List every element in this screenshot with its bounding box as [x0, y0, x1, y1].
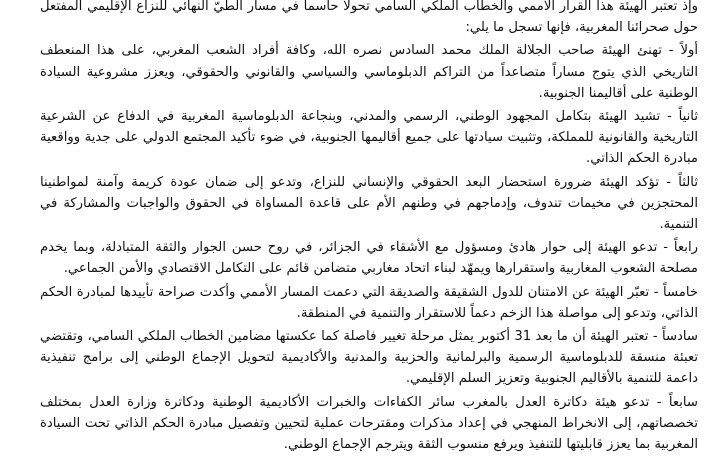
- paragraph-third: ثالثاً - تؤكد الهيئة ضرورة استحضار البعد الحقوقي والإنساني للنزاع، وتدعو إلى ضمان عودة كريمة وآمنة لمواطنينا المحتجزين في مخيمات تندوف، وإدماجهم في وطنهم الأم على قاعدة المساواة في الحقوق والواجبات والمشاركة في التنمية.: [40, 174, 698, 233]
- paragraph-first: أولاً - تهنئ الهيئة صاحب الجلالة الملك محمد السادس نصره الله، وكافة أفراد الشعب المغربي، على هذا المنعطف التاريخي الذي يتوج مساراً متصاعداً من التراكم الدبلوماسي والسياسي والقانوني والحقوقي، ويعزز مشروعية السيادة الوطنية على أقاليمنا الجنوبية.: [40, 43, 698, 101]
- paragraph-fifth: خامساً - تعبّر الهيئة عن الامتنان للدول الشقيقة والصديقة التي دعمت المسار الأممي وأكدت صراحة تأييدها لمبادرة الحكم الذاتي، وتدعو إلى مواصلة هذا الزخم دعماً للاستقرار والتنمية في المنطقة.: [40, 284, 698, 321]
- document-page: [40, 0, 698, 457]
- paragraph-second: ثانياً - تشيد الهيئة بتكامل المجهود الوطني، الرسمي والمدني، وبنجاعة الدبلوماسية المغربية في الدفاع عن الشرعية التاريخية والقانونية للمملكة، وتثبيت سيادتها على جميع أقاليمها الجنوبية، في ضوء تأكيد المجتمع الدولي على جدية وواقعية مبادرة الحكم الذاتي.: [40, 109, 698, 167]
- paragraph-sixth: سادساً - تعتبر الهيئة أن ما بعد 31 أكتوبر يمثل مرحلة تغيير فاصلة كما عكستها مضامين الخطاب الملكي السامي، وتقتضي تعبئة منسقة للدبلوماسية الرسمية والبرلمانية والحزبية والمدنية والأكاديمية لتحويل الإجماع الوطني إلى برامج تنفيذية داعمة للتنمية بالأقاليم الجنوبية وتعزيز السلم الإقليمي.: [40, 329, 698, 387]
- intro-paragraph: وإذ تعتبر الهيئة هذا القرار الأممي والخطاب الملكي السامي تحولاً حاسماً في مسار الطيّ النهائي للنزاع الإقليمي المفتعل حول صحرائنا المغربية، فإنها تسجل ما يلي:: [40, 0, 698, 36]
- paragraph-seventh: سابعاً - تدعو هيئة دكاترة العدل بالمغرب سائر الكفاءات والخبرات الأكاديمية الوطنية ودكاترة وزارة العدل بمختلف تخصصاتهم، إلى الانخراط المنهجي في إعداد مذكرات ومقترحات عملية لتحيين وتفصيل مبادرة الحكم الذاتي تحت السيادة المغربية بما يعزز قابليتها للتنفيذ ويرفع منسوب الثقة ويترجم الإجماع الوطني.: [40, 394, 698, 453]
- paragraph-fourth: رابعاً - تدعو الهيئة إلى حوار هادئ ومسؤول مع الأشقاء في الجزائر، في روح حسن الجوار والثقة المتبادلة، وبما يخدم مصلحة الشعوب المغاربية واستقرارها ويمهّد لبناء اتحاد مغاربي متضامن قائم على التكامل الاقتصادي والأمن الجماعي.: [40, 240, 698, 277]
